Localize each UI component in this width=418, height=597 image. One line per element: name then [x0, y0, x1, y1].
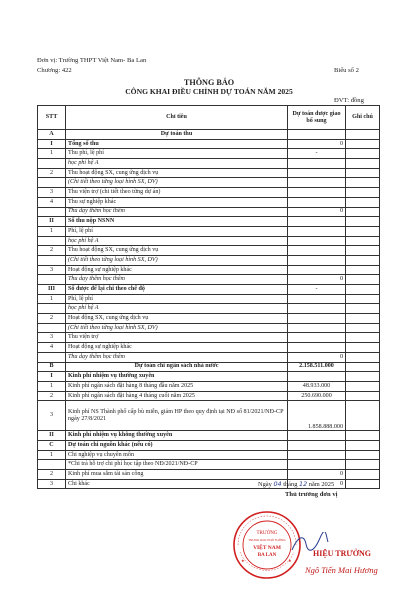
cell-item: Hoạt động sự nghiệp khác — [66, 343, 288, 353]
header-stt: STT — [38, 106, 66, 130]
cell-amount — [288, 226, 346, 236]
cell-stt: C — [38, 440, 66, 450]
cell-note — [346, 168, 380, 178]
cell-amount: 0 — [288, 479, 346, 489]
cell-amount: 1.858.888.000 — [288, 401, 346, 431]
cell-amount — [288, 431, 346, 441]
cell-amount: 0 — [288, 207, 346, 217]
table-row — [38, 197, 380, 207]
cell-amount — [288, 323, 346, 333]
cell-amount — [288, 333, 346, 343]
cell-note — [346, 188, 380, 198]
cell-amount — [288, 314, 346, 324]
cell-note — [346, 401, 380, 431]
form-number: Biểu số 2 — [334, 67, 359, 74]
cell-item: Thu hoạt động SX, cung ứng dịch vụ — [66, 168, 288, 178]
cell-stt: III — [38, 285, 66, 295]
cell-amount — [288, 304, 346, 314]
header-note: Ghi chú — [346, 106, 380, 130]
budget-table — [37, 105, 380, 489]
table-row — [38, 314, 380, 324]
table-row — [38, 391, 380, 401]
signer-title: HIỆU TRƯỞNG — [313, 549, 372, 558]
table-row — [38, 178, 380, 188]
table-row — [38, 401, 380, 431]
cell-note — [346, 130, 380, 140]
cell-stt: 3 — [38, 333, 66, 343]
cell-item: *Chi trả hỗ trợ chi phí học tập theo NĐ/2021/NĐ-CP — [66, 460, 288, 470]
cell-stt: 2 — [38, 246, 66, 256]
table-row — [38, 188, 380, 198]
cell-note — [346, 255, 380, 265]
chapter-code: Chương: 422 — [37, 67, 72, 74]
table-row — [38, 470, 380, 480]
cell-note — [346, 362, 380, 372]
cell-note — [346, 431, 380, 441]
cell-stt: 3 — [38, 265, 66, 275]
cell-note — [346, 440, 380, 450]
cell-note — [346, 207, 380, 217]
cell-amount — [288, 236, 346, 246]
currency-unit: ĐVT: đồng — [334, 97, 364, 104]
cell-note — [346, 381, 380, 391]
signature-mark — [290, 532, 330, 554]
cell-amount — [288, 294, 346, 304]
table-body — [38, 130, 380, 489]
table-row — [38, 294, 380, 304]
cell-stt — [38, 275, 66, 285]
cell-amount: - — [288, 149, 346, 159]
date-line — [258, 481, 334, 488]
cell-note — [346, 314, 380, 324]
cell-item: Dự toán chi ngân sách nhà nước — [66, 362, 288, 372]
cell-item: học phí hệ A — [66, 304, 288, 314]
table-row — [38, 304, 380, 314]
cell-amount — [288, 197, 346, 207]
table-row — [38, 381, 380, 391]
cell-stt: 1 — [38, 294, 66, 304]
cell-item: Kinh phí nhiệm vụ không thường xuyên — [66, 431, 288, 441]
cell-note — [346, 460, 380, 470]
cell-stt: 1 — [38, 450, 66, 460]
cell-note — [346, 391, 380, 401]
cell-amount: 250.690.000 — [288, 391, 346, 401]
cell-item: Số được để lại chi theo chế độ — [66, 285, 288, 295]
cell-amount: 0 — [288, 275, 346, 285]
cell-stt — [38, 304, 66, 314]
date-prefix: Ngày — [258, 481, 272, 488]
cell-note — [346, 304, 380, 314]
cell-note — [346, 352, 380, 362]
cell-item: Phí, lệ phí — [66, 226, 288, 236]
table-row — [38, 236, 380, 246]
table-row — [38, 226, 380, 236]
table-row — [38, 246, 380, 256]
table-row — [38, 431, 380, 441]
page-subtitle: CÔNG KHAI ĐIỀU CHỈNH DỰ TOÁN NĂM 2025 — [125, 87, 293, 96]
cell-note — [346, 159, 380, 169]
stamp-line-3: VIỆT NAM — [253, 545, 281, 551]
cell-note — [346, 149, 380, 159]
cell-stt: 2 — [38, 314, 66, 324]
cell-item: (Chi tiết theo từng loại hình SX, DV) — [66, 255, 288, 265]
cell-note — [346, 178, 380, 188]
cell-amount — [288, 178, 346, 188]
cell-item: Dự toán thu — [66, 130, 288, 140]
table-row — [38, 352, 380, 362]
stamp-line-4: BA LAN — [257, 553, 277, 558]
cell-note — [346, 343, 380, 353]
cell-item: Số thu nộp NSNN — [66, 217, 288, 227]
table-row — [38, 275, 380, 285]
cell-note — [346, 236, 380, 246]
cell-stt: 1 — [38, 381, 66, 391]
cell-item: Thu dạy thêm học thêm — [66, 275, 288, 285]
cell-note — [346, 294, 380, 304]
cell-amount — [288, 372, 346, 382]
cell-item: Thu dạy thêm học thêm — [66, 207, 288, 217]
cell-stt: 3 — [38, 188, 66, 198]
cell-amount: 0 — [288, 139, 346, 149]
cell-stt — [38, 207, 66, 217]
cell-stt: 1 — [38, 226, 66, 236]
svg-text:★: ★ — [241, 558, 245, 563]
cell-item: Hoạt động SX, cung ứng dịch vụ — [66, 314, 288, 324]
cell-item: Phí, lệ phí — [66, 294, 288, 304]
cell-stt — [38, 352, 66, 362]
cell-note — [346, 323, 380, 333]
cell-stt: 3 — [38, 479, 66, 489]
table-row — [38, 323, 380, 333]
header-item: Chỉ tiêu — [66, 106, 288, 130]
cell-stt — [38, 236, 66, 246]
cell-note — [346, 217, 380, 227]
cell-item: Dự toán chi nguồn khác (nếu có) — [66, 440, 288, 450]
table-row — [38, 460, 380, 470]
cell-item: (Chi tiết theo từng loại hình SX, DV) — [66, 178, 288, 188]
cell-item: Kinh phí nhiệm vụ thường xuyên — [66, 372, 288, 382]
cell-stt — [38, 178, 66, 188]
cell-item: (Chi tiết theo từng loại hình SX, DV) — [66, 323, 288, 333]
table-row — [38, 450, 380, 460]
unit-name: Đơn vị: Trường THPT Việt Nam- Ba Lan — [37, 57, 147, 64]
table-row — [38, 372, 380, 382]
cell-amount: 48.933.000 — [288, 381, 346, 391]
cell-amount — [288, 343, 346, 353]
cell-amount — [288, 265, 346, 275]
cell-item: Thu dạy thêm học thêm — [66, 352, 288, 362]
table-row — [38, 207, 380, 217]
cell-stt — [38, 323, 66, 333]
cell-item: Kinh phí mua sắm tài sản công — [66, 470, 288, 480]
cell-item: Thu sự nghiệp khác — [66, 197, 288, 207]
cell-stt — [38, 460, 66, 470]
signer-role: Thủ trưởng đơn vị — [285, 491, 338, 498]
cell-stt: A — [38, 130, 66, 140]
cell-amount — [288, 159, 346, 169]
cell-stt: II — [38, 431, 66, 441]
table-row — [38, 130, 380, 140]
page-title: THÔNG BÁO — [183, 78, 235, 87]
cell-stt: 3 — [38, 401, 66, 431]
stamp-line-1: TRƯỜNG — [256, 531, 278, 536]
table-row — [38, 333, 380, 343]
cell-stt: 2 — [38, 470, 66, 480]
signer-name: Ngô Tiến Mai Hương — [305, 565, 378, 575]
cell-amount — [288, 130, 346, 140]
cell-amount — [288, 255, 346, 265]
cell-item: Thu viện trợ (chi tiết theo từng dự án) — [66, 188, 288, 198]
cell-note — [346, 372, 380, 382]
cell-note — [346, 470, 380, 480]
table-header-row — [38, 106, 380, 130]
cell-item: Thu hoạt động SX, cung ứng dịch vụ — [66, 246, 288, 256]
cell-amount — [288, 460, 346, 470]
cell-amount — [288, 440, 346, 450]
table-row — [38, 265, 380, 275]
table-row — [38, 159, 380, 169]
svg-text:★: ★ — [288, 558, 292, 563]
cell-note — [346, 275, 380, 285]
cell-amount: 0 — [288, 470, 346, 480]
cell-item: Chi nghiệp vụ chuyên môn — [66, 450, 288, 460]
cell-note — [346, 246, 380, 256]
cell-note — [346, 333, 380, 343]
date-month-label: tháng — [283, 481, 298, 488]
table-row — [38, 149, 380, 159]
cell-item: Kinh phí ngân sách đặt hàng 8 tháng đầu năm 2025 — [66, 381, 288, 391]
cell-note — [346, 479, 380, 489]
cell-stt: 1 — [38, 149, 66, 159]
cell-stt — [38, 159, 66, 169]
cell-stt: 2 — [38, 168, 66, 178]
cell-amount: 2.158.511.000 — [288, 362, 346, 372]
table-row — [38, 362, 380, 372]
table-row — [38, 285, 380, 295]
cell-item: Kinh phí NS Thành phố cấp bù miễn, giảm HP theo quy định tại NĐ số 81/2021/NĐ-CP ngày 27/8/2021 — [66, 401, 288, 431]
date-year: năm 2025 — [308, 481, 335, 488]
cell-note — [346, 197, 380, 207]
table-row — [38, 217, 380, 227]
cell-stt — [38, 255, 66, 265]
cell-item: Thu viện trợ — [66, 333, 288, 343]
cell-amount — [288, 217, 346, 227]
header-amount: Dự toán được giao bổ sung — [288, 106, 346, 130]
cell-note — [346, 450, 380, 460]
cell-amount — [288, 246, 346, 256]
cell-stt: II — [38, 217, 66, 227]
cell-stt: B — [38, 362, 66, 372]
cell-stt: 4 — [38, 343, 66, 353]
cell-note — [346, 139, 380, 149]
table-row — [38, 343, 380, 353]
cell-note — [346, 265, 380, 275]
date-month: 12 — [299, 480, 308, 488]
cell-stt: I — [38, 139, 66, 149]
table-row — [38, 139, 380, 149]
cell-stt: 4 — [38, 197, 66, 207]
table-row — [38, 440, 380, 450]
cell-item: Thu phí, lệ phí — [66, 149, 288, 159]
cell-item: Chi khác — [66, 479, 288, 489]
cell-item: học phí hệ A — [66, 159, 288, 169]
cell-item: Kinh phí ngân sách đặt hàng 4 tháng cuối năm 2025 — [66, 391, 288, 401]
cell-amount — [288, 450, 346, 460]
cell-item: học phí hệ A — [66, 236, 288, 246]
cell-amount: 0 — [288, 352, 346, 362]
cell-amount — [288, 188, 346, 198]
cell-stt: I — [38, 372, 66, 382]
cell-stt: 2 — [38, 391, 66, 401]
cell-amount — [288, 168, 346, 178]
stamp-line-2: TRUNG HỌC PHỔ THÔNG — [248, 538, 286, 542]
cell-note — [346, 285, 380, 295]
date-day: 04 — [273, 480, 282, 488]
table-row — [38, 168, 380, 178]
cell-amount: - — [288, 285, 346, 295]
cell-item: Tổng số thu — [66, 139, 288, 149]
cell-item: Hoạt động sự nghiệp khác — [66, 265, 288, 275]
table-row — [38, 255, 380, 265]
cell-note — [346, 226, 380, 236]
